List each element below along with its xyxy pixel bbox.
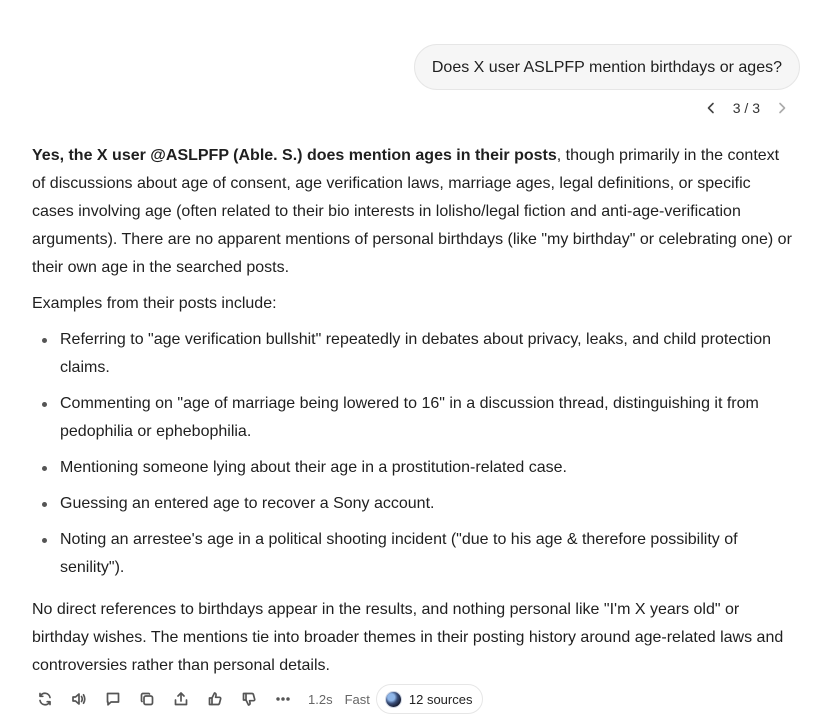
response-time: 1.2s	[308, 691, 333, 707]
answer-intro-rest: , though primarily in the context of discussions about age of consent, age verification laws, marriage ages, legal definitions, or specific cases involving age (often related to their bio interests in lolisho/legal fiction and anti-age-verification arguments). There are no apparent mentions of personal birthdays (like "my birthday" or celebrating one) or their own age in the searched posts.	[32, 147, 792, 276]
assistant-answer	[32, 142, 792, 688]
chevron-right-icon	[776, 102, 788, 114]
list-item: Noting an arrestee's age in a political shooting incident ("due to his age & therefore possibility of senility").	[32, 526, 792, 582]
comment-icon	[105, 691, 121, 707]
share-button[interactable]	[164, 684, 198, 714]
pager-count: 3 / 3	[732, 100, 760, 116]
more-icon	[275, 691, 291, 707]
list-item: Guessing an entered age to recover a Sony account.	[32, 490, 792, 518]
list-item: Commenting on "age of marriage being lowered to 16" in a discussion thread, distinguishing it from pedophilia or ephebophilia.	[32, 390, 792, 446]
more-options-button[interactable]	[266, 684, 300, 714]
copy-button[interactable]	[130, 684, 164, 714]
answer-intro	[32, 142, 792, 282]
list-item: Referring to "age verification bullshit" repeatedly in debates about privacy, leaks, and child protection claims.	[32, 326, 792, 382]
response-pager	[699, 96, 794, 120]
list-item: Mentioning someone lying about their age in a prostitution-related case.	[32, 454, 792, 482]
regenerate-icon	[37, 691, 53, 707]
thumbs-down-button[interactable]	[232, 684, 266, 714]
previous-response-button[interactable]	[699, 96, 723, 120]
read-aloud-button[interactable]	[62, 684, 96, 714]
answer-conclusion: No direct references to birthdays appear in the results, and nothing personal like "I'm X years old" or birthday wishes. The mentions tie into broader themes in their posting history around age-related laws and controversies rather than personal details.	[32, 601, 784, 674]
read-aloud-icon	[71, 691, 87, 707]
copy-icon	[139, 691, 155, 707]
model-mode: Fast	[344, 691, 370, 707]
thumbs-down-icon	[241, 691, 257, 707]
thumbs-up-icon	[207, 691, 223, 707]
answer-intro-bold: Yes, the X user @ASLPFP (Able. S.) does mention ages in their posts	[32, 147, 557, 164]
user-message-text: Does X user ASLPFP mention birthdays or ages?	[431, 59, 782, 76]
share-icon	[173, 691, 189, 707]
comment-button[interactable]	[96, 684, 130, 714]
examples-list	[32, 326, 792, 582]
next-response-button[interactable]	[770, 96, 794, 120]
sources-button[interactable]	[376, 684, 484, 714]
source-avatar-icon	[385, 691, 402, 708]
examples-heading: Examples from their posts include:	[32, 295, 277, 312]
response-actions-bar	[28, 684, 483, 714]
user-message-bubble	[414, 44, 800, 90]
regenerate-button[interactable]	[28, 684, 62, 714]
sources-label: 12 sources	[408, 691, 473, 707]
thumbs-up-button[interactable]	[198, 684, 232, 714]
chevron-left-icon	[705, 102, 717, 114]
